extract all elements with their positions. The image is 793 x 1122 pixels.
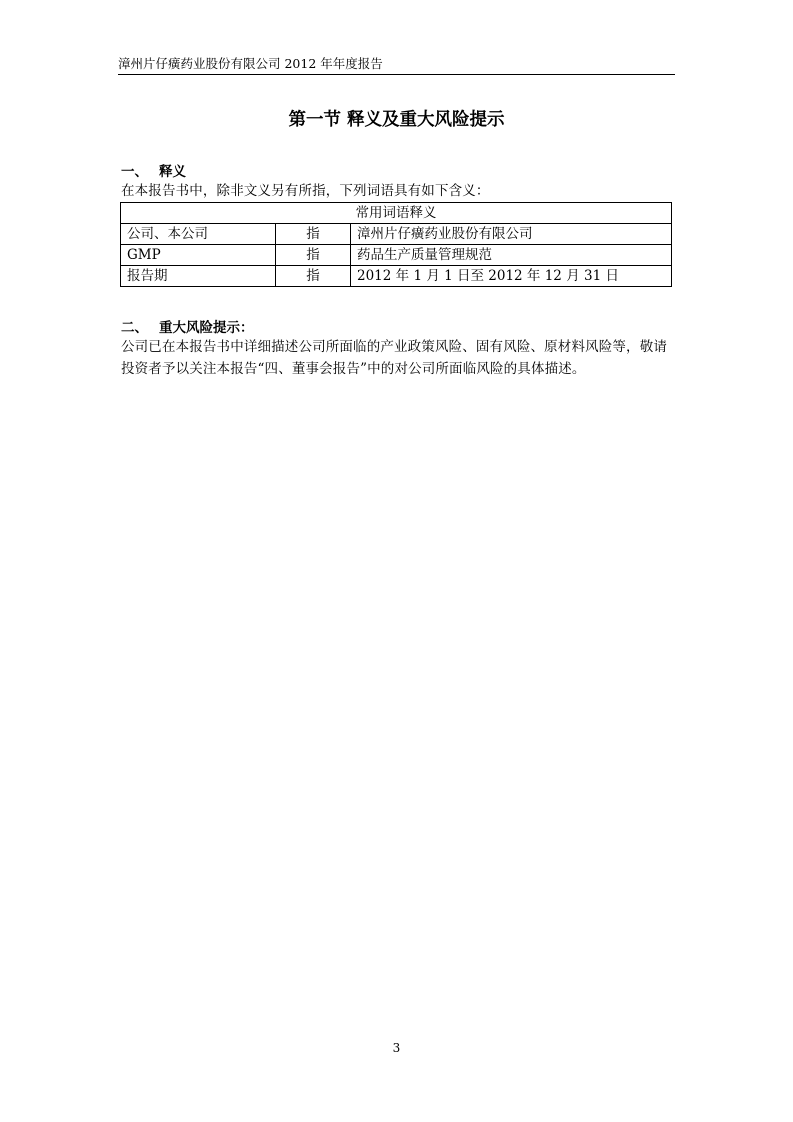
meaning-cell: 漳州片仔癀药业股份有限公司 [351, 224, 672, 245]
section-title: 第一节 释义及重大风险提示 [288, 110, 505, 130]
header-divider [118, 74, 675, 75]
risk-heading [121, 316, 254, 336]
table-row [121, 266, 672, 287]
relation-cell: 指 [276, 266, 351, 287]
risk-paragraph: 公司已在本报告书中详细描述公司所面临的产业政策风险、固有风险、原材料风险等，敬请投资者予以关注本报告“四、董事会报告”中的对公司所面临风险的具体描述。 [121, 339, 667, 377]
definitions-intro: 在本报告书中，除非文义另有所指，下列词语具有如下含义： [121, 183, 490, 199]
page-header: 漳州片仔癀药业股份有限公司 2012 年年度报告 [118, 56, 383, 71]
term-cell: GMP [121, 245, 276, 266]
definitions-heading-text: 释义 [159, 164, 186, 180]
meaning-cell: 2012 年 1 月 1 日至 2012 年 12 月 31 日 [351, 266, 672, 287]
meaning-cell: 药品生产质量管理规范 [351, 245, 672, 266]
term-cell: 报告期 [121, 266, 276, 287]
risk-heading-number: 二、 [121, 320, 148, 336]
term-cell: 公司、本公司 [121, 224, 276, 245]
table-header-cell: 常用词语释义 [121, 203, 672, 224]
risk-heading-text: 重大风险提示： [159, 320, 254, 336]
relation-cell: 指 [276, 245, 351, 266]
relation-cell: 指 [276, 224, 351, 245]
definitions-table [120, 202, 672, 287]
table-header-row [121, 203, 672, 224]
table-row [121, 245, 672, 266]
table-row [121, 224, 672, 245]
definitions-heading [121, 160, 186, 180]
definitions-heading-number: 一、 [121, 164, 148, 180]
page-number: 3 [392, 1041, 401, 1055]
